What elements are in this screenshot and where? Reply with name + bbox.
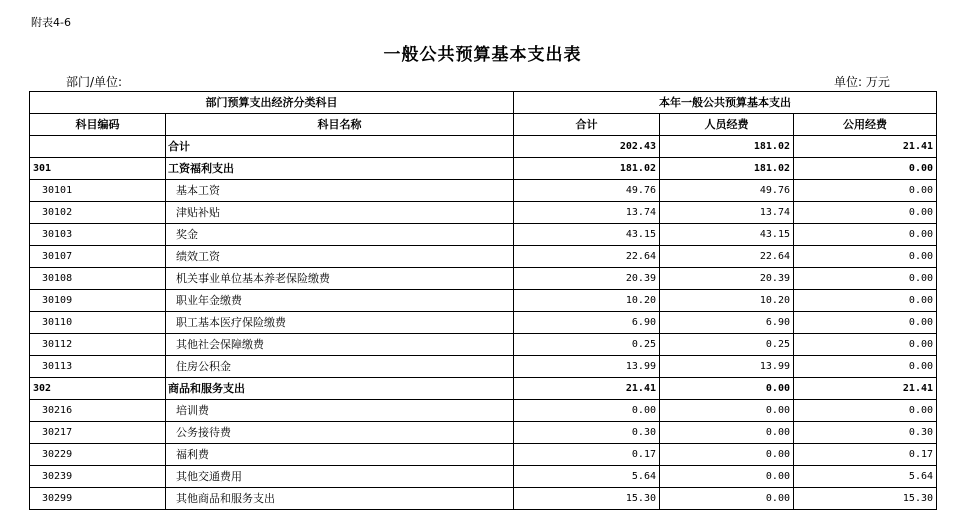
row-total: 0.00: [514, 400, 660, 422]
row-personnel: 13.74: [660, 202, 794, 224]
category-row: [30, 158, 937, 180]
table-row: [30, 246, 937, 268]
row-code: 30101: [30, 180, 166, 202]
header-name: 科目名称: [166, 114, 514, 136]
row-personnel: 0.00: [660, 422, 794, 444]
row-name: 合计: [166, 136, 514, 158]
row-total: 5.64: [514, 466, 660, 488]
row-name: 机关事业单位基本养老保险缴费: [166, 268, 514, 290]
row-name: 职工基本医疗保险缴费: [166, 312, 514, 334]
row-public: 0.00: [794, 356, 937, 378]
row-name: 其他商品和服务支出: [166, 488, 514, 510]
row-total: 20.39: [514, 268, 660, 290]
row-personnel: 0.00: [660, 378, 794, 400]
row-name: 奖金: [166, 224, 514, 246]
row-public: 0.00: [794, 290, 937, 312]
row-total: 13.99: [514, 356, 660, 378]
table-row: [30, 312, 937, 334]
annex-label: 附表4-6: [31, 16, 71, 29]
row-public: 0.00: [794, 246, 937, 268]
row-name: 工资福利支出: [166, 158, 514, 180]
row-total: 0.25: [514, 334, 660, 356]
row-personnel: 0.00: [660, 400, 794, 422]
row-name: 津贴补贴: [166, 202, 514, 224]
header-economic-classification: 部门预算支出经济分类科目: [30, 92, 514, 114]
row-personnel: 20.39: [660, 268, 794, 290]
row-total: 202.43: [514, 136, 660, 158]
total-row: [30, 136, 937, 158]
table-row: [30, 356, 937, 378]
row-code: 30113: [30, 356, 166, 378]
budget-table: [29, 91, 937, 510]
header-public: 公用经费: [794, 114, 937, 136]
table-row: [30, 268, 937, 290]
row-total: 13.74: [514, 202, 660, 224]
header-code: 科目编码: [30, 114, 166, 136]
row-name: 其他交通费用: [166, 466, 514, 488]
row-code: 30108: [30, 268, 166, 290]
row-public: 15.30: [794, 488, 937, 510]
table-row: [30, 466, 937, 488]
row-name: 职业年金缴费: [166, 290, 514, 312]
row-total: 22.64: [514, 246, 660, 268]
row-total: 15.30: [514, 488, 660, 510]
unit-label: 单位: 万元: [834, 75, 890, 89]
page-title: 一般公共预算基本支出表: [383, 45, 582, 65]
table-row: [30, 224, 937, 246]
table-row: [30, 422, 937, 444]
row-code: 302: [30, 378, 166, 400]
row-code: 30229: [30, 444, 166, 466]
row-public: 0.17: [794, 444, 937, 466]
row-code: 30217: [30, 422, 166, 444]
row-personnel: 13.99: [660, 356, 794, 378]
row-name: 其他社会保障缴费: [166, 334, 514, 356]
row-public: 21.41: [794, 378, 937, 400]
row-code: 30216: [30, 400, 166, 422]
row-personnel: 10.20: [660, 290, 794, 312]
row-code: 30109: [30, 290, 166, 312]
row-name: 商品和服务支出: [166, 378, 514, 400]
row-total: 0.30: [514, 422, 660, 444]
row-total: 49.76: [514, 180, 660, 202]
row-name: 培训费: [166, 400, 514, 422]
row-public: 5.64: [794, 466, 937, 488]
row-total: 43.15: [514, 224, 660, 246]
row-code: 30110: [30, 312, 166, 334]
row-public: 0.00: [794, 158, 937, 180]
row-public: 0.00: [794, 400, 937, 422]
table-row: [30, 488, 937, 510]
row-total: 10.20: [514, 290, 660, 312]
row-public: 0.30: [794, 422, 937, 444]
table-row: [30, 444, 937, 466]
row-code: 30239: [30, 466, 166, 488]
row-code: 30299: [30, 488, 166, 510]
row-name: 公务接待费: [166, 422, 514, 444]
row-public: 21.41: [794, 136, 937, 158]
row-public: 0.00: [794, 224, 937, 246]
row-personnel: 0.00: [660, 466, 794, 488]
row-code: 30112: [30, 334, 166, 356]
header-basic-expenditure: 本年一般公共预算基本支出: [514, 92, 937, 114]
row-personnel: 181.02: [660, 158, 794, 180]
header-personnel: 人员经费: [660, 114, 794, 136]
row-code: 30103: [30, 224, 166, 246]
row-code: 30102: [30, 202, 166, 224]
table-row: [30, 400, 937, 422]
table-row: [30, 180, 937, 202]
row-personnel: 6.90: [660, 312, 794, 334]
row-name: 住房公积金: [166, 356, 514, 378]
category-row: [30, 378, 937, 400]
row-personnel: 0.25: [660, 334, 794, 356]
table-row: [30, 290, 937, 312]
row-personnel: 43.15: [660, 224, 794, 246]
row-public: 0.00: [794, 312, 937, 334]
row-name: 绩效工资: [166, 246, 514, 268]
row-name: 福利费: [166, 444, 514, 466]
row-personnel: 0.00: [660, 488, 794, 510]
row-personnel: 22.64: [660, 246, 794, 268]
row-public: 0.00: [794, 202, 937, 224]
table-row: [30, 202, 937, 224]
header-total: 合计: [514, 114, 660, 136]
row-personnel: 0.00: [660, 444, 794, 466]
row-public: 0.00: [794, 334, 937, 356]
row-total: 6.90: [514, 312, 660, 334]
row-total: 21.41: [514, 378, 660, 400]
row-code: 301: [30, 158, 166, 180]
row-name: 基本工资: [166, 180, 514, 202]
row-public: 0.00: [794, 268, 937, 290]
row-personnel: 49.76: [660, 180, 794, 202]
row-code: [30, 136, 166, 158]
row-total: 181.02: [514, 158, 660, 180]
row-total: 0.17: [514, 444, 660, 466]
row-personnel: 181.02: [660, 136, 794, 158]
row-code: 30107: [30, 246, 166, 268]
row-public: 0.00: [794, 180, 937, 202]
table-row: [30, 334, 937, 356]
department-label: 部门/单位:: [66, 75, 123, 89]
